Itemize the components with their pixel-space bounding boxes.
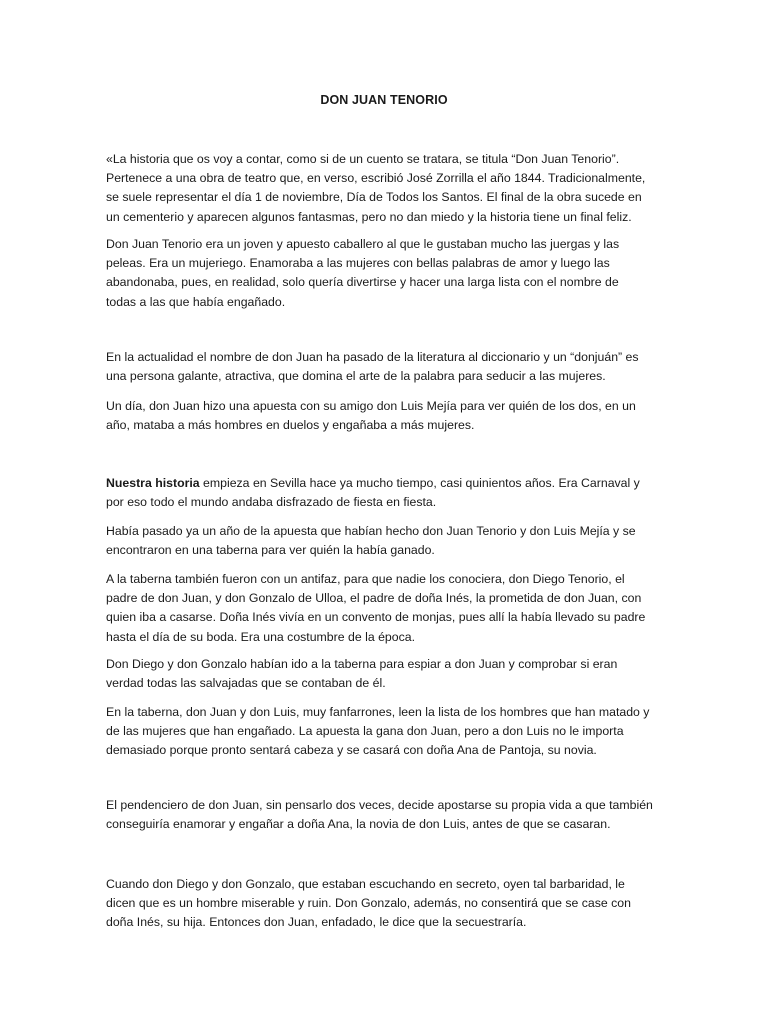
paragraph-line: Un día, don Juan hizo una apuesta con su amigo don Luis Mejía para ver quién de los dos, en un	[106, 399, 636, 413]
paragraph-line: verdad todas las salvajadas que se contaban de él.	[106, 676, 386, 691]
paragraph-line: El pendenciero de don Juan, sin pensarlo dos veces, decide apostarse su propia vida a que también	[106, 798, 653, 812]
paragraph-line: de las mujeres que han engañado. La apuesta la gana don Juan, pero a don Luis no le importa	[106, 724, 624, 739]
paragraph-line: hasta el día de su boda. Era una costumbre de la época.	[106, 629, 415, 644]
paragraph-line: demasiado porque pronto sentará cabeza y se casará con doña Ana de Pantoja, su novia.	[106, 743, 597, 758]
paragraph-line: Cuando don Diego y don Gonzalo, que estaban escuchando en secreto, oyen tal barbaridad, le	[106, 877, 625, 891]
paragraph-6	[106, 522, 666, 560]
paragraph-line: «La historia que os voy a contar, como si de un cuento se tratara, se titula “Don Juan Tenorio”.	[106, 152, 620, 166]
paragraph-line	[106, 474, 666, 493]
paragraph-line: por eso todo el mundo andaba disfrazado de fiesta en fiesta.	[106, 495, 437, 510]
paragraph-7	[106, 570, 666, 647]
paragraph-4	[106, 397, 666, 435]
paragraph-8	[106, 655, 666, 693]
paragraph-line: peleas. Era un mujeriego. Enamoraba a las mujeres con bellas palabras de amor y luego las	[106, 256, 610, 271]
paragraph-line: Pertenece a una obra de teatro que, en verso, escribió José Zorrilla el año 1844. Tradicionalmente,	[106, 171, 646, 186]
paragraph-11	[106, 875, 666, 933]
document-title: DON JUAN TENORIO	[320, 93, 448, 107]
paragraph-line: quien iba a casarse. Doña Inés vivía en un convento de monjas, pues allí la había llevado su padre	[106, 610, 646, 625]
paragraph-line: conseguiría enamorar y engañar a doña Ana, la novia de don Luis, antes de que se casaran.	[106, 817, 611, 832]
paragraph-1	[106, 150, 666, 227]
paragraph-line: En la actualidad el nombre de don Juan ha pasado de la literatura al diccionario y un “donjuán” es	[106, 350, 639, 364]
paragraph-line: encontraron en una taberna para ver quién la había ganado.	[106, 543, 435, 558]
paragraph-5	[106, 474, 666, 512]
paragraph-line: padre de don Juan, y don Gonzalo de Ulloa, el padre de doña Inés, la prometida de don Juan, con	[106, 591, 642, 606]
paragraph-line: dicen que es un hombre miserable y ruin. Don Gonzalo, además, no consentirá que se case con	[106, 896, 631, 911]
paragraph-line: Había pasado ya un año de la apuesta que habían hecho don Juan Tenorio y don Luis Mejía y se	[106, 524, 636, 538]
paragraph-line: Don Juan Tenorio era un joven y apuesto caballero al que le gustaban mucho las juergas y las	[106, 237, 620, 251]
paragraph-line: un cementerio y aparecen algunos fantasmas, pero no dan miedo y la historia tiene un final feliz.	[106, 209, 632, 224]
paragraph-line: todas a las que había engañado.	[106, 294, 286, 309]
paragraph-9	[106, 703, 666, 761]
paragraph-line: doña Inés, su hija. Entonces don Juan, enfadado, le dice que la secuestraría.	[106, 915, 527, 930]
paragraph-line: abandonaba, pues, en realidad, solo quería divertirse y hacer una larga lista con el nombre de	[106, 275, 619, 290]
paragraph-line: año, mataba a más hombres en duelos y engañaba a más mujeres.	[106, 418, 475, 433]
paragraph-2	[106, 235, 666, 312]
paragraph-line: una persona galante, atractiva, que domina el arte de la palabra para seducir a las mujeres.	[106, 369, 606, 384]
paragraph-10	[106, 796, 666, 834]
paragraph-line: Don Diego y don Gonzalo habían ido a la taberna para espiar a don Juan y comprobar si eran	[106, 657, 618, 671]
paragraph-line: A la taberna también fueron con un antifaz, para que nadie los conociera, don Diego Tenorio, el	[106, 572, 625, 586]
bold-lead: Nuestra historia	[106, 476, 200, 490]
paragraph-line: En la taberna, don Juan y don Luis, muy fanfarrones, leen la lista de los hombres que han matado y	[106, 705, 650, 719]
paragraph-line-rest: empieza en Sevilla hace ya mucho tiempo, casi quinientos años. Era Carnaval y	[199, 476, 640, 490]
paragraph-line: se suele representar el día 1 de noviembre, Día de Todos los Santos. El final de la obra sucede en	[106, 190, 642, 205]
paragraph-3	[106, 348, 666, 386]
